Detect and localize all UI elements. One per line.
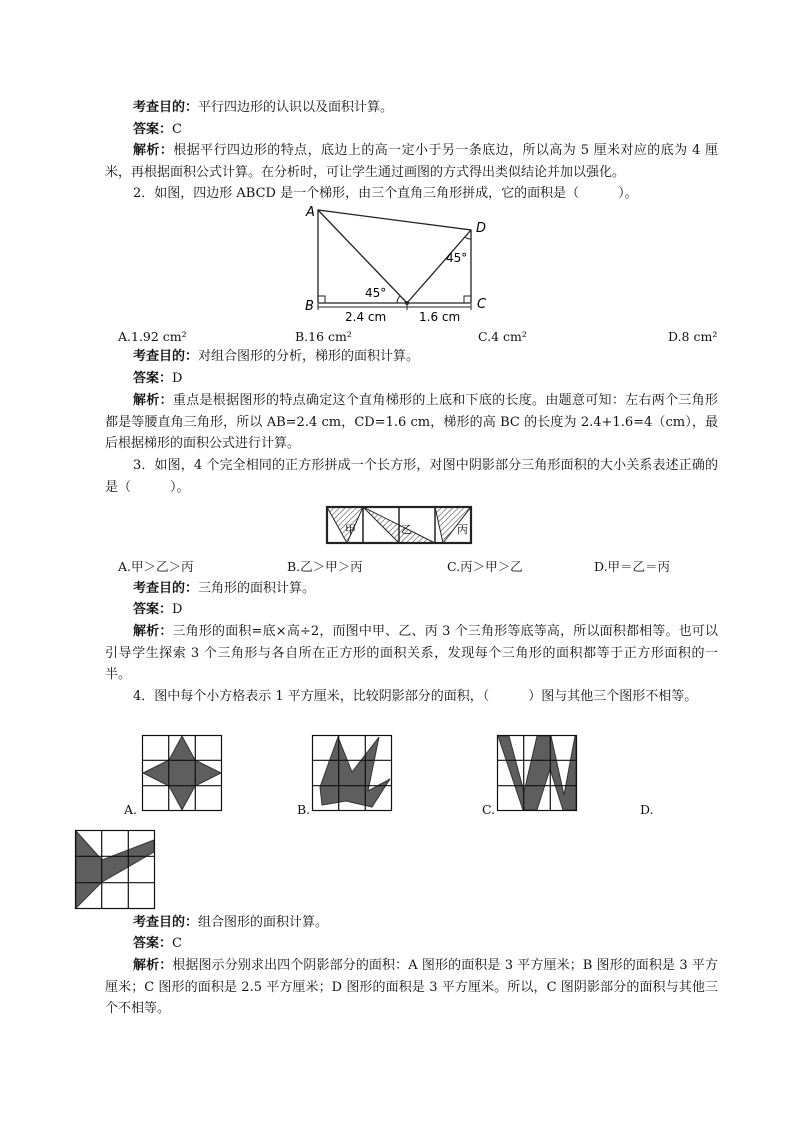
q2-option-c: C.4 cm² <box>478 329 527 344</box>
length-label-left: 2.4 cm <box>345 310 387 324</box>
q4-answer <box>105 933 718 955</box>
q3-analysis <box>105 621 718 686</box>
label-yi: 乙 <box>401 523 412 536</box>
q3-aim <box>105 578 718 600</box>
q3-option-a: A.甲＞乙＞丙 <box>118 559 194 574</box>
q1-answer-label: 答案： <box>133 122 173 137</box>
q3-analysis-text: 三角形的面积=底×高÷2，而图中甲、乙、丙 3 个三角形等底等高，所以面积都相等。也可以引导学生探索 3 个三角形与各自所在正方形的面积关系，发现每个三角形的面积都等于正方形面积的一半。 <box>105 624 718 683</box>
q4-analysis <box>105 955 718 1020</box>
right-angle-mark-c <box>464 296 471 303</box>
shaded-m-shape <box>498 736 576 810</box>
label-jia: 甲 <box>345 523 356 536</box>
segment-ed <box>407 230 471 303</box>
q3-option-b: B.乙＞甲＞丙 <box>287 559 363 574</box>
q2-answer <box>105 368 718 390</box>
q2-analysis <box>105 390 718 455</box>
q1-aim-text: 平行四边形的认识以及面积计算。 <box>198 100 394 115</box>
label-c: C <box>477 297 487 312</box>
q3-answer-text: D <box>172 602 183 617</box>
angle-label-left: 45° <box>365 286 387 300</box>
q2-aim-label: 考查目的： <box>133 349 199 364</box>
q3-option-c: C.丙＞甲＞乙 <box>447 559 523 574</box>
trapezoid-figure <box>300 200 500 330</box>
grid-figure-d <box>75 830 155 909</box>
right-angle-mark-b <box>318 296 325 303</box>
label-a: A <box>306 205 315 220</box>
grid-figure-b <box>312 735 392 811</box>
q3-answer <box>105 599 718 621</box>
q4-stem: 4．图中每个小方格表示 1 平方厘米，比较阴影部分的面积，（ ）图与其他三个图形不相等。 <box>133 689 698 704</box>
shaded-star-shape <box>143 736 221 810</box>
shaded-zigzag-shape <box>320 737 390 807</box>
q4-aim <box>105 912 718 934</box>
q1-answer <box>105 119 718 141</box>
grid-figure-a <box>142 735 222 811</box>
q4-analysis-label: 解析： <box>133 958 173 973</box>
q2-analysis-text: 重点是根据图形的特点确定这个直角梯形的上底和下底的长度。由题意可知：左右两个三角形都是等腰直角三角形，所以 AB=2.4 cm，CD=1.6 cm，梯形的高 BC 的长度为 2.4+1.6=4（cm），最后根据梯形的面积公式进行计算。 <box>105 393 718 452</box>
segment-ae <box>318 210 407 303</box>
q4-answer-label: 答案： <box>133 936 173 951</box>
q2-option-d: D.8 cm² <box>668 329 718 344</box>
q2-option-a: A.1.92 cm² <box>118 329 187 344</box>
q3-analysis-label: 解析： <box>133 624 173 639</box>
label-b: B <box>305 299 314 314</box>
q4-answer-text: C <box>172 936 182 951</box>
q1-analysis-text: 根据平行四边形的特点，底边上的高一定小于另一条底边，所以高为 5 厘米对应的底为 4 厘米，再根据面积公式计算。在分析时，可让学生通过画图的方式得出类似结论并加以强化。 <box>105 143 718 180</box>
q2-answer-text: D <box>172 371 183 386</box>
q2-stem: 2．如图，四边形 ABCD 是一个梯形，由三个直角三角形拼成，它的面积是（ ）。 <box>133 186 638 201</box>
q2-option-b: B.16 cm² <box>295 329 352 344</box>
q1-analysis-label: 解析： <box>133 143 174 158</box>
q3-aim-label: 考查目的： <box>133 581 199 596</box>
angle-arc-d <box>465 237 471 239</box>
q4-aim-label: 考查目的： <box>133 915 199 930</box>
q2-aim-text: 对组合图形的分析，梯形的面积计算。 <box>198 349 420 364</box>
grid-figure-c <box>497 735 577 811</box>
label-bing: 丙 <box>457 523 468 536</box>
figure-label-d: D. <box>640 802 654 817</box>
q2-aim <box>105 346 718 368</box>
squares-figure <box>325 505 475 547</box>
figure-label-a: A. <box>124 802 138 817</box>
q1-aim <box>105 97 718 119</box>
q1-analysis <box>105 140 718 183</box>
q1-aim-label: 考查目的： <box>133 100 199 115</box>
angle-label-right: 45° <box>446 251 468 265</box>
q3-option-d: D.甲＝乙＝丙 <box>594 559 671 574</box>
q2-answer-label: 答案： <box>133 371 173 386</box>
q3-aim-text: 三角形的面积计算。 <box>198 581 316 596</box>
q2-analysis-label: 解析： <box>133 393 173 408</box>
q3-answer-label: 答案： <box>133 602 173 617</box>
q1-answer-text: C <box>172 122 182 137</box>
figure-label-c: C. <box>482 802 496 817</box>
label-d: D <box>476 221 487 236</box>
q4-analysis-text: 根据图示分别求出四个阴影部分的面积：A 图形的面积是 3 平方厘米；B 图形的面积是 3 平方厘米；C 图形的面积是 2.5 平方厘米；D 图形的面积是 3 平方厘米。所以，C 图阴影部分的面积与其他三个不相等。 <box>105 958 718 1017</box>
q3-stem: 3．如图，4 个完全相同的正方形拼成一个长方形，对图中阴影部分三角形面积的大小关系表述正确的是（ ）。 <box>105 458 718 495</box>
figure-label-b: B. <box>297 802 311 817</box>
length-label-right: 1.6 cm <box>419 310 461 324</box>
angle-arc-e <box>397 296 400 303</box>
q4-aim-text: 组合图形的面积计算。 <box>198 915 329 930</box>
shaded-wedge-shape <box>76 831 154 908</box>
